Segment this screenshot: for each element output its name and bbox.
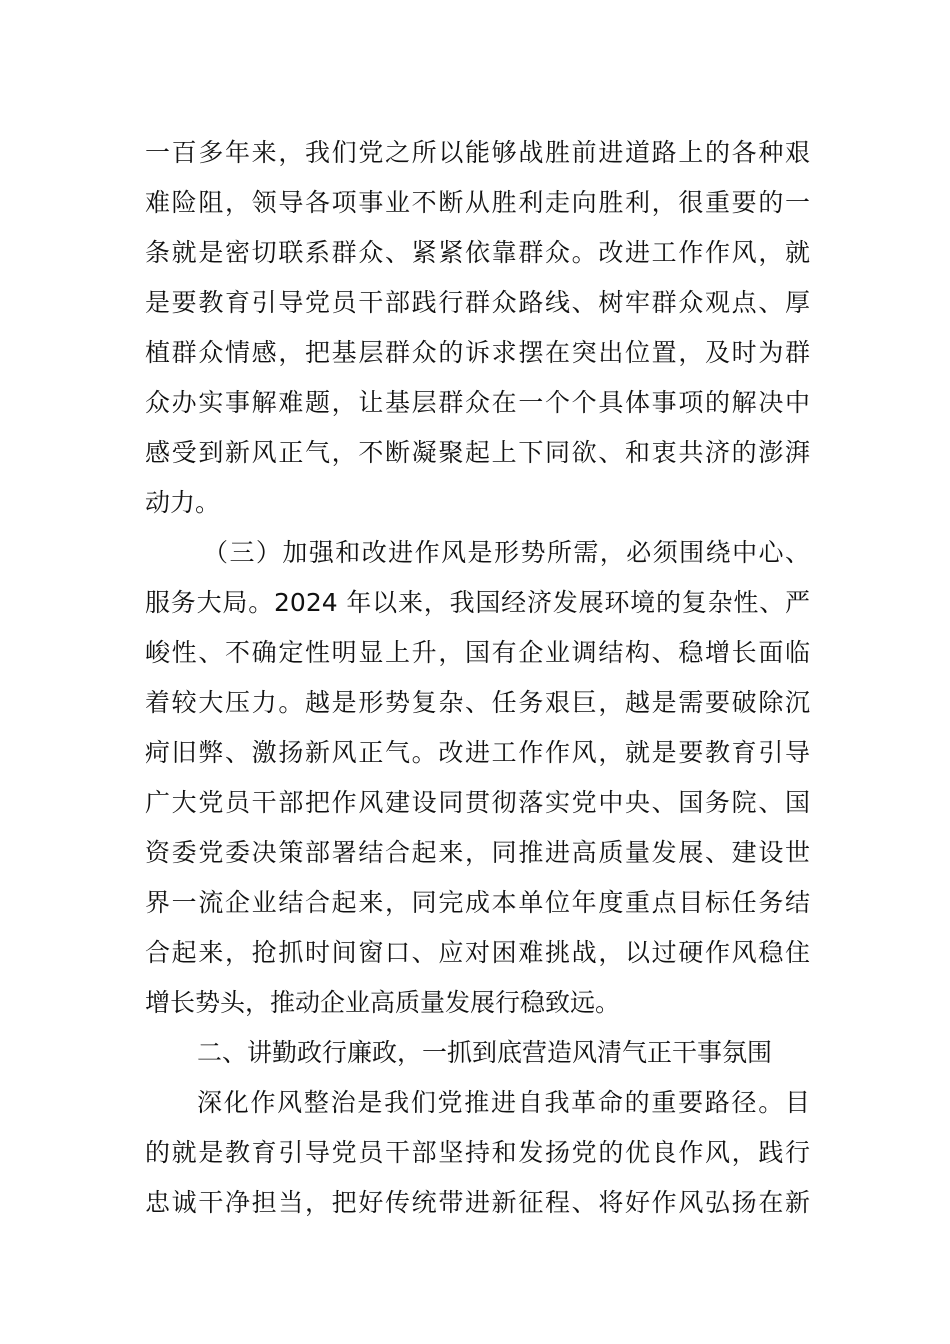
- text-line: 深化作风整治是我们党推进自我革命的重要路径。目: [197, 1088, 810, 1117]
- text-line: 广大党员干部把作风建设同贯彻落实党中央、国务院、国: [145, 788, 810, 817]
- text-line: 感受到新风正气，不断凝聚起上下同欲、和衷共济的澎湃: [145, 438, 810, 467]
- text-line: 条就是密切联系群众、紧紧依靠群众。改进工作作风，就: [145, 238, 810, 267]
- text-line: 服务大局。2024 年以来，我国经济发展环境的复杂性、严: [145, 588, 810, 617]
- text-line: 合起来，抢抓时间窗口、应对困难挑战，以过硬作风稳住: [145, 938, 810, 967]
- text-line: 着较大压力。越是形势复杂、任务艰巨，越是需要破除沉: [145, 688, 810, 717]
- text-line: 增长势头，推动企业高质量发展行稳致远。: [145, 988, 621, 1017]
- text-line: 界一流企业结合起来，同完成本单位年度重点目标任务结: [145, 888, 810, 917]
- section-heading-3: （三）加强和改进作风是形势所需，必须围绕中心、: [203, 538, 810, 567]
- body-text: [145, 128, 810, 1228]
- text-line: 难险阻，领导各项事业不断从胜利走向胜利，很重要的一: [145, 188, 810, 217]
- text-line: 资委党委决策部署结合起来，同推进高质量发展、建设世: [145, 838, 810, 867]
- text-line: 动力。: [145, 488, 221, 517]
- text-line: 疴旧弊、激扬新风正气。改进工作作风，就是要教育引导: [145, 738, 810, 767]
- text-line: 忠诚干净担当，把好传统带进新征程、将好作风弘扬在新: [145, 1188, 810, 1217]
- section-heading-2: 二、讲勤政行廉政，一抓到底营造风清气正干事氛围: [197, 1038, 773, 1067]
- text-line: 一百多年来，我们党之所以能够战胜前进道路上的各种艰: [145, 138, 810, 167]
- text-line: 是要教育引导党员干部践行群众路线、树牢群众观点、厚: [145, 288, 810, 317]
- text-line: 峻性、不确定性明显上升，国有企业调结构、稳增长面临: [145, 638, 810, 667]
- text-line: 众办实事解难题，让基层群众在一个个具体事项的解决中: [145, 388, 810, 417]
- text-line: 的就是教育引导党员干部坚持和发扬党的优良作风，践行: [145, 1138, 810, 1167]
- text-line: 植群众情感，把基层群众的诉求摆在突出位置，及时为群: [145, 338, 810, 367]
